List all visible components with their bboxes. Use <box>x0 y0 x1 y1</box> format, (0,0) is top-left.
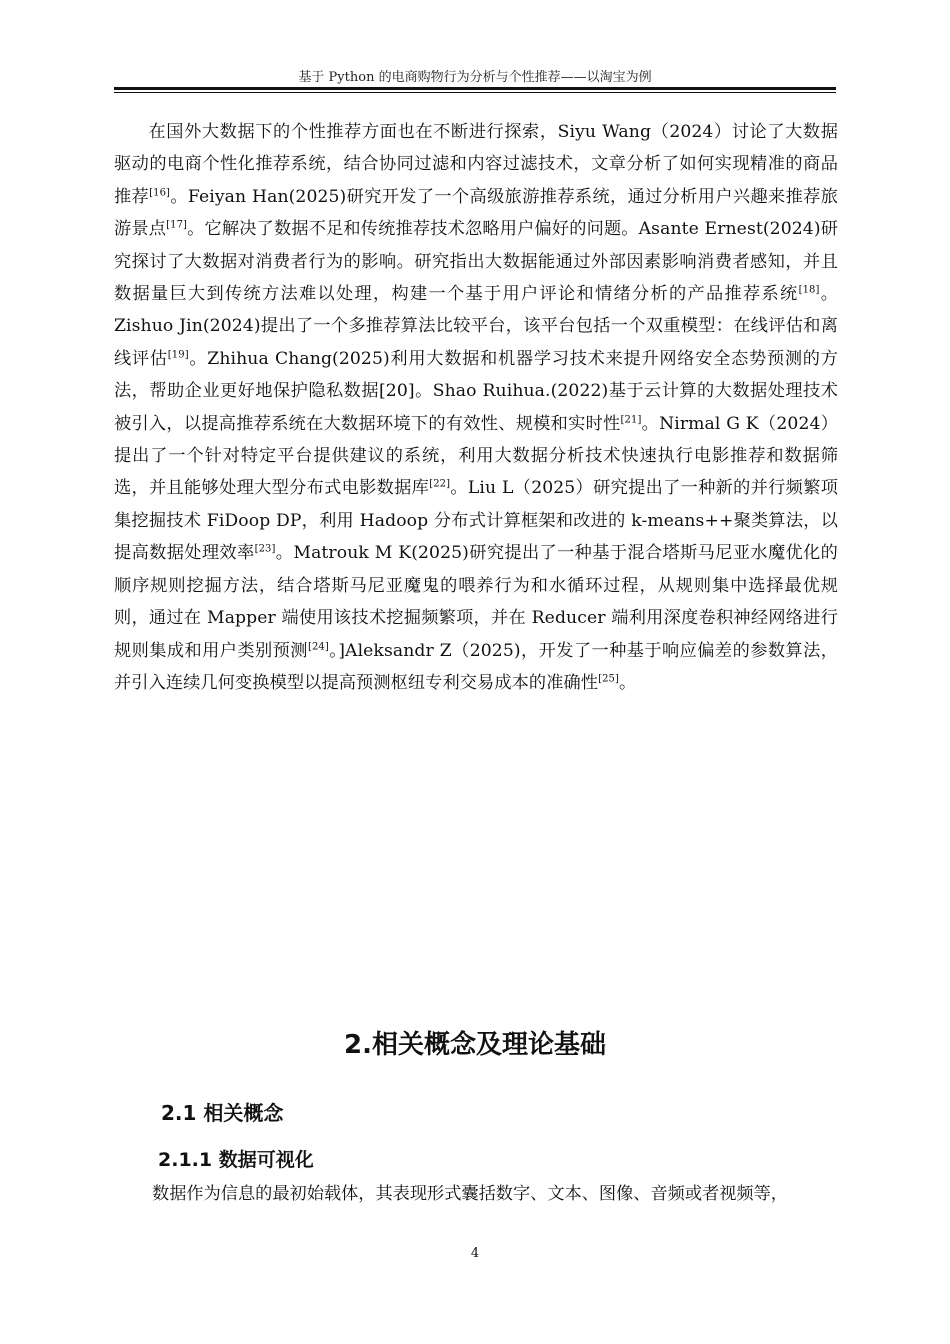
chapter-title: 2.相关概念及理论基础 <box>344 1030 606 1060</box>
text-run: 。Zishuo Jin(2024)提出了一个多推荐算法比较平台，该平台包括一个双重模型：在线评估和离线评估 <box>114 284 839 369</box>
body-paragraph-data-visualization: 数据作为信息的最初始载体，其表现形式囊括数字、文本、图像、音频或者视频等， <box>152 1184 788 1204</box>
citation-ref: [16] <box>149 187 171 199</box>
text-run: 。Nirmal G K（2024）提出了一个针对特定平台提供建议的系统，利用大数据分析技术快速执行电影推荐和数据筛选，并且能够处理大型分布式电影数据库 <box>114 413 838 499</box>
header-rule-thin <box>114 92 836 93</box>
citation-ref: [17] <box>166 219 188 231</box>
text-run: 。Matrouk M K(2025)研究提出了一种基于混合塔斯马尼亚水魔优化的顺序规则挖掘方法，结合塔斯马尼亚魔鬼的喂养行为和水循环过程，从规则集中选择最优规则，通过在 Mapper 端使用该技术挖掘频繁项，并在 Reducer 端利用深度卷积神经网络进行规则集成和用户类别预测 <box>114 543 838 661</box>
body-paragraph-literature-review <box>114 116 838 699</box>
citation-ref: [18] <box>798 284 820 296</box>
section-title: 2.1 相关概念 <box>161 1101 284 1125</box>
citation-ref: [21] <box>620 413 642 425</box>
text-run: 。]Aleksandr Z（2025)，开发了一种基于响应偏差的参数算法，并引入连续几何变换模型以提高预测枢纽专利交易成本的准确性 <box>114 640 838 693</box>
text-run: 。它解决了数据不足和传统推荐技术忽略用户偏好的问题。Asante Ernest(2024)研究探讨了大数据对消费者行为的影响。研究指出大数据能通过外部因素影响消费者感知，并且数据量巨大到传统方法难以处理，构建一个基于用户评论和情绪分析的产品推荐系统 <box>114 219 838 305</box>
text-run: 。 <box>619 672 637 693</box>
text-run: 。Feiyan Han(2025)研究开发了一个高级旅游推荐系统，通过分析用户兴趣来推荐旅游景点 <box>114 186 838 240</box>
page-number: 4 <box>470 1246 480 1261</box>
citation-ref: [23] <box>254 543 276 555</box>
subsection-title: 2.1.1 数据可视化 <box>158 1149 314 1171</box>
header-rule-thick <box>114 87 836 90</box>
text-run: 。Zhihua Chang(2025)利用大数据和机器学习技术来提升网络安全态势预测的方法，帮助企业更好地保护隐私数据[20]。Shao Ruihua.(2022)基于云计算的大数据处理技术被引入，以提高推荐系统在大数据环境下的有效性、规模和实时性 <box>114 348 838 434</box>
text-run: 。Liu L（2025）研究提出了一种新的并行频繁项集挖掘技术 FiDoop DP，利用 Hadoop 分布式计算框架和改进的 k-means++聚类算法，以提高数据处理效率 <box>114 478 838 564</box>
running-header: 基于 Python 的电商购物行为分析与个性推荐——以淘宝为例 <box>298 70 652 85</box>
citation-ref: [22] <box>429 478 451 490</box>
text-run: 在国外大数据下的个性推荐方面也在不断进行探索，Siyu Wang（2024）讨论了大数据驱动的电商个性化推荐系统，结合协同过滤和内容过滤技术，文章分析了如何实现精准的商品推荐 <box>114 122 838 207</box>
citation-ref: [25] <box>598 673 619 685</box>
citation-ref: [24] <box>307 640 329 652</box>
citation-ref: [19] <box>167 349 189 361</box>
